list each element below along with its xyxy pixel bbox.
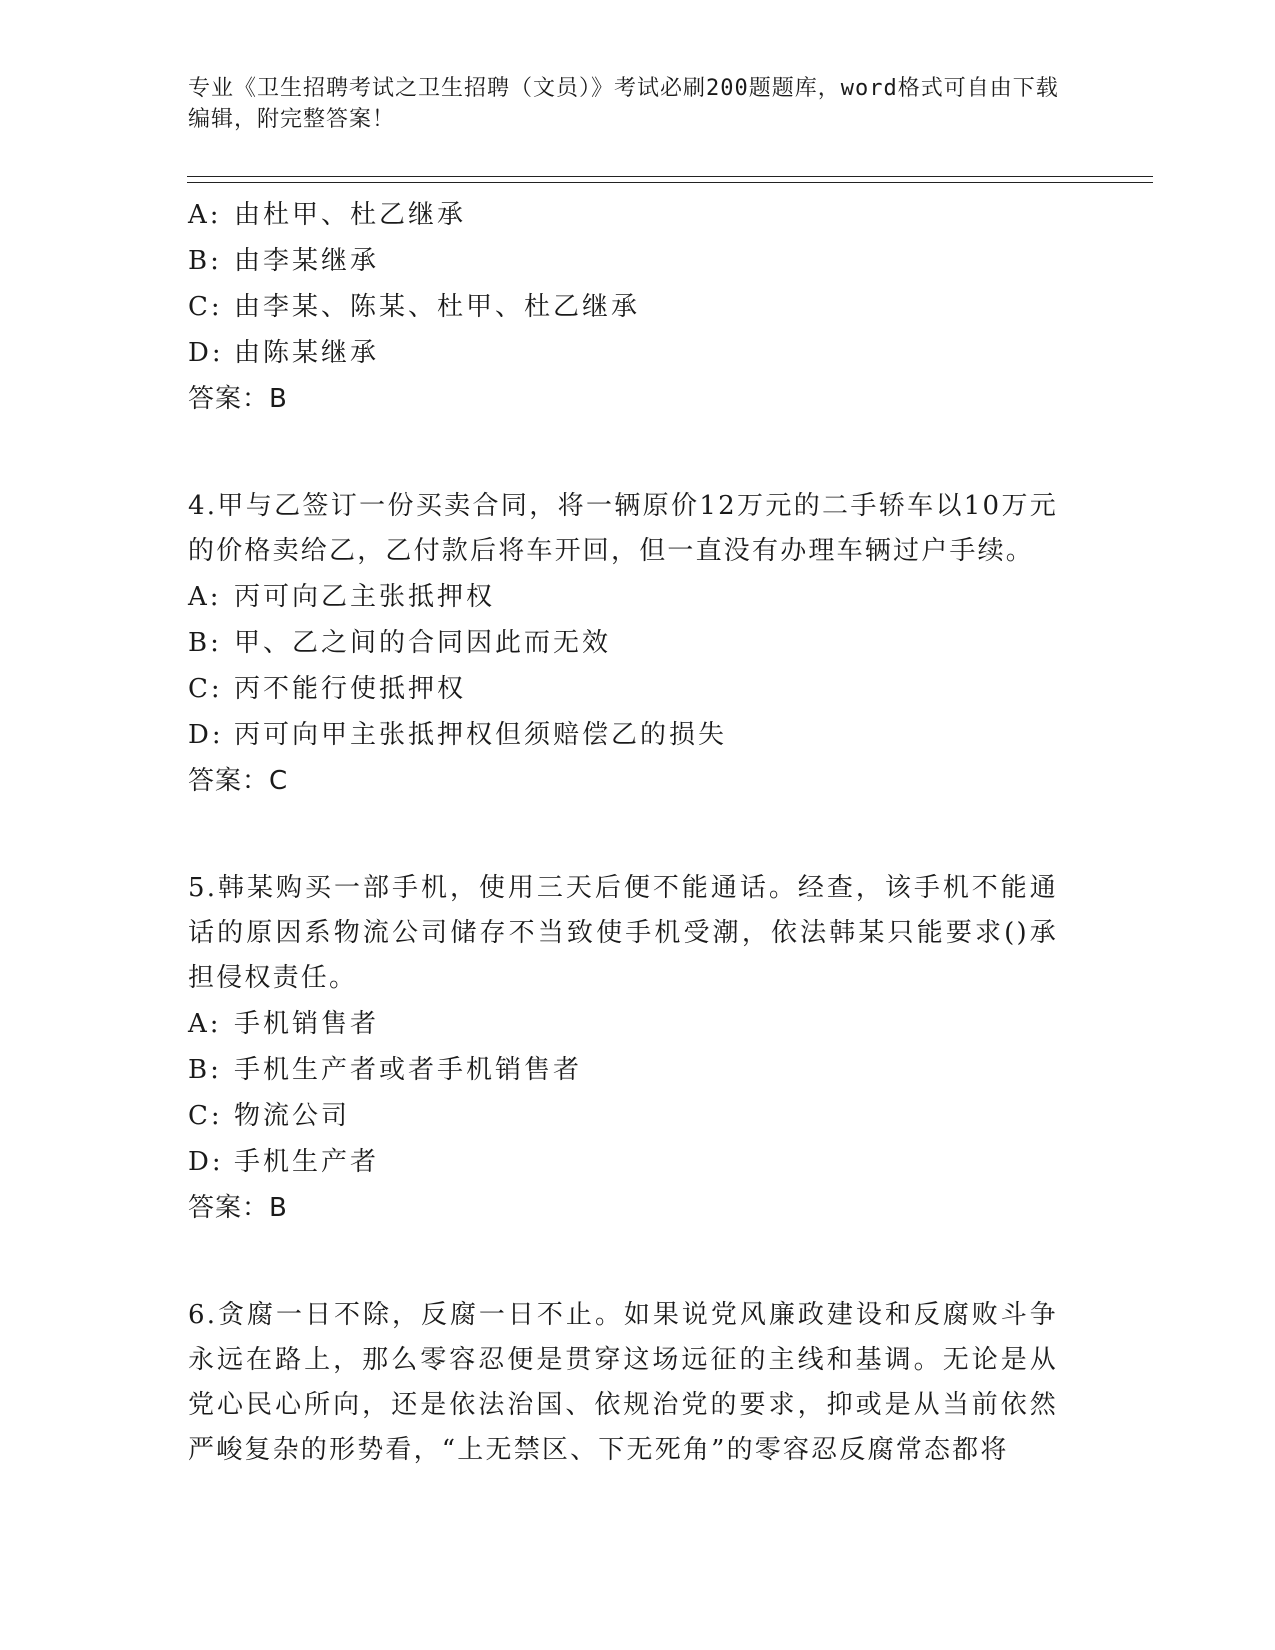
header-divider-top (187, 176, 1153, 177)
option-c (188, 666, 1068, 712)
question-3-block (188, 192, 1068, 422)
option-b (188, 238, 1068, 284)
option-key: D: (188, 1147, 224, 1177)
option-text: 物流公司 (234, 1101, 351, 1131)
answer-line: 答案：B (188, 384, 288, 414)
option-key: A: (188, 1009, 222, 1039)
option-text: 手机生产者或者手机销售者 (234, 1055, 583, 1085)
option-d (188, 1139, 1068, 1185)
option-key: D: (188, 338, 224, 368)
question-text: 6.贪腐一日不除，反腐一日不止。如果说党风廉政建设和反腐败斗争永远在路上，那么零容忍便是贯穿这场远征的主线和基调。无论是从党心民心所向，还是依法治国、依规治党的要求，抑或是从当前依然严峻复杂的形势看，“上无禁区、下无死角”的零容忍反腐常态都将 (188, 1300, 1058, 1465)
option-a (188, 574, 1068, 620)
option-key: B: (188, 1055, 222, 1085)
option-c (188, 1093, 1068, 1139)
option-d (188, 712, 1068, 758)
option-text: 丙可向甲主张抵押权但须赔偿乙的损失 (234, 720, 728, 750)
option-a (188, 192, 1068, 238)
question-6-block (188, 1293, 1068, 1473)
option-key: C: (188, 1101, 223, 1131)
option-key: D: (188, 720, 224, 750)
question-text: 5.韩某购买一部手机，使用三天后便不能通话。经查，该手机不能通话的原因系物流公司储存不当致使手机受潮，依法韩某只能要求()承担侵权责任。 (188, 873, 1058, 993)
option-key: B: (188, 246, 222, 276)
document-body (188, 192, 1068, 1473)
option-text: 丙不能行使抵押权 (234, 674, 467, 704)
option-key: A: (188, 582, 222, 612)
option-text: 甲、乙之间的合同因此而无效 (234, 628, 612, 658)
option-c (188, 284, 1068, 330)
spacer (188, 422, 1068, 484)
option-text: 手机销售者 (234, 1009, 380, 1039)
option-a (188, 1001, 1068, 1047)
option-text: 由李某继承 (234, 246, 380, 276)
document-header: 专业《卫生招聘考试之卫生招聘（文员）》考试必刷200题题库，word格式可自由下载编辑，附完整答案！ (188, 76, 1059, 132)
header-divider-bottom (187, 182, 1153, 183)
answer-line: 答案：B (188, 1193, 288, 1223)
option-key: C: (188, 292, 223, 322)
option-b (188, 620, 1068, 666)
option-key: C: (188, 674, 223, 704)
option-text: 丙可向乙主张抵押权 (234, 582, 496, 612)
spacer (188, 1231, 1068, 1293)
spacer (188, 804, 1068, 866)
answer-line: 答案：C (188, 766, 289, 796)
option-text: 手机生产者 (234, 1147, 380, 1177)
option-text: 由李某、陈某、杜甲、杜乙继承 (234, 292, 641, 322)
option-key: A: (188, 200, 222, 230)
question-text: 4.甲与乙签订一份买卖合同，将一辆原价12万元的二手轿车以10万元的价格卖给乙，乙付款后将车开回，但一直没有办理车辆过户手续。 (188, 491, 1058, 566)
question-4-block (188, 484, 1068, 804)
option-d (188, 330, 1068, 376)
option-key: B: (188, 628, 222, 658)
option-text: 由陈某继承 (234, 338, 380, 368)
question-5-block (188, 866, 1068, 1231)
option-text: 由杜甲、杜乙继承 (234, 200, 467, 230)
option-b (188, 1047, 1068, 1093)
